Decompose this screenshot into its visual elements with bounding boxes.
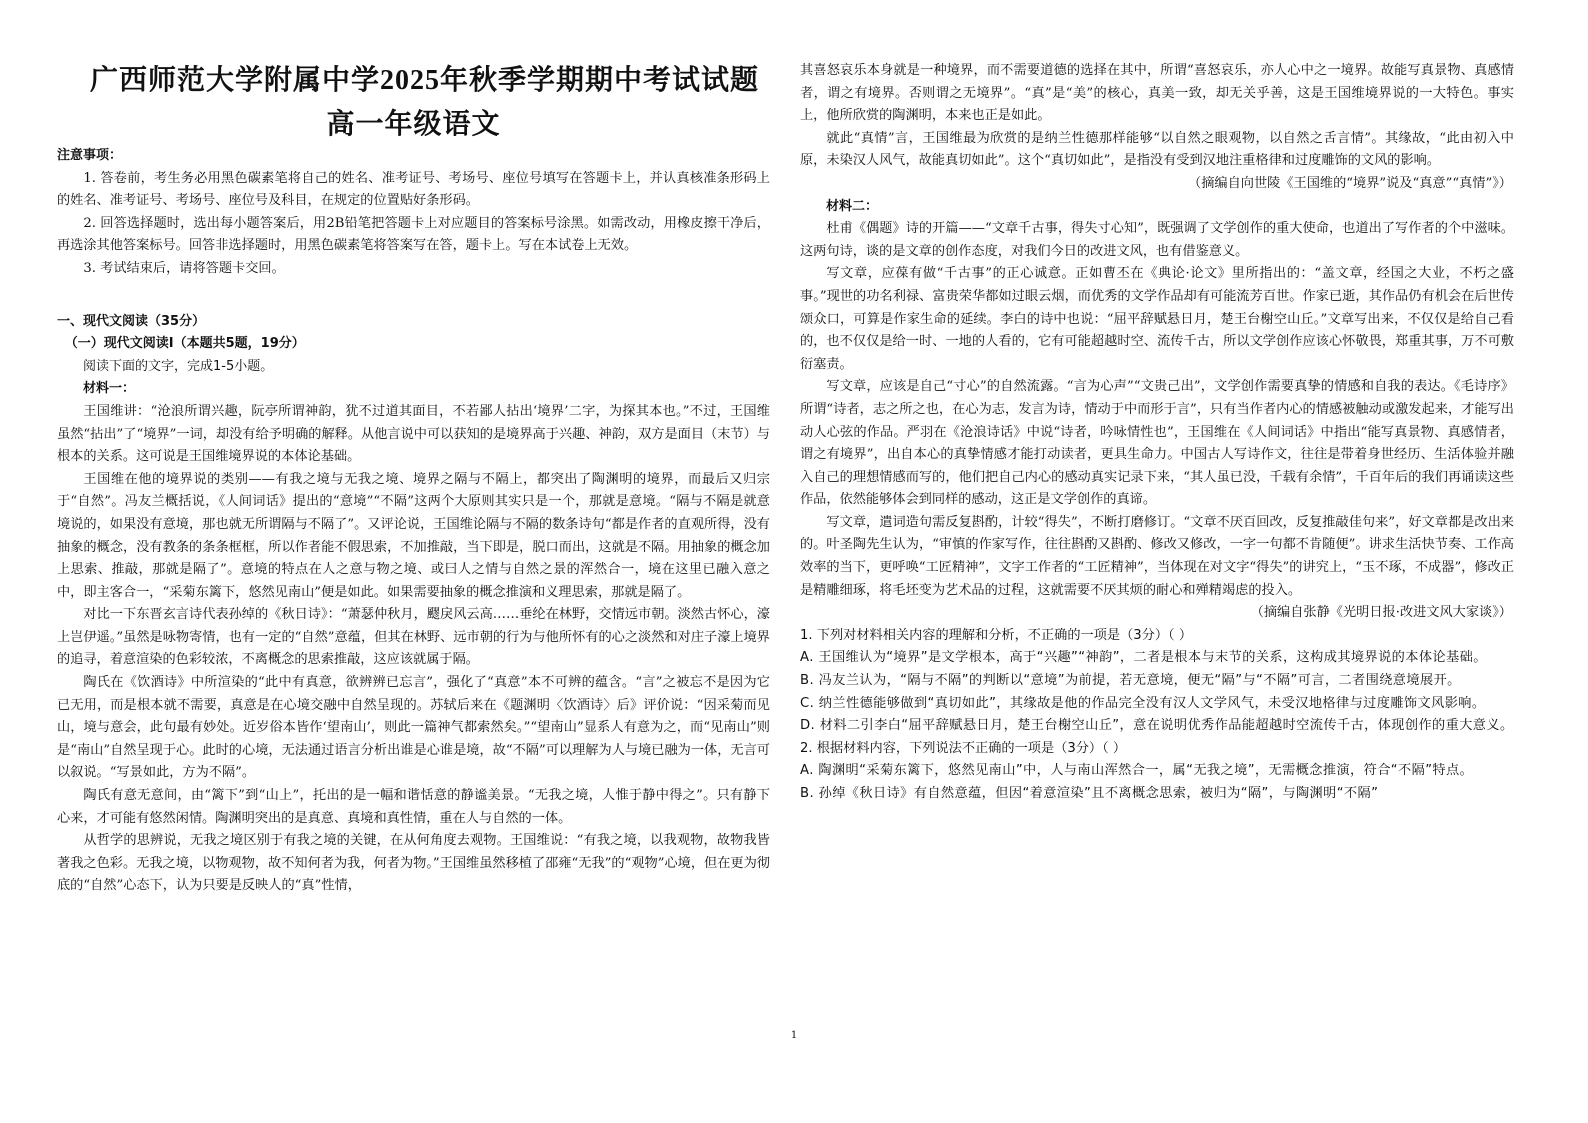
material-1-paragraph: 陶氏在《饮酒诗》中所渲染的“此中有真意，欲辨辨已忘言”，强化了“真意”本不可辨的蕴含。“言”之被忘不是因为它已无用，而是根本就不需要，真意是在心境交融中自然呈现的。苏轼后来在《题渊明〈饮酒诗〉后》评价说：“因采菊而见山，境与意会，此句最有妙处。近岁俗本皆作‘望南山’，则此一篇神气都索然矣。”“望南山”显系人有意为之，而“见南山”则是“南山”自然呈现于心。此时的心境，无法通过语言分析出谁是心谁是境，故“不隔”可以理解为人与境已融为一体，无言可以叙说。“写景如此，方为不隔”。: [57, 675, 770, 781]
subsection-heading: （一）现代文阅读Ⅰ（本题共5题，19分）: [64, 336, 305, 352]
material-2-paragraph: 写文章，应该是自己“寸心”的自然流露。“言为心声”“文贵己出”，文学创作需要真挚的情感和自我的表达。《毛诗序》所谓“诗者，志之所之也，在心为志，发言为诗，情动于中而形于言”，只有当作者内心的情感被触动或激发起来，才能写出动人心弦的作品。严羽在《沧浪诗话》中说“诗者，吟咏情性也”，王国维在《人间词话》中指出“能写真景物、真感情者，谓之有境界”，出自本心的真挚情感才能打动读者，更具生命力。中国古人写诗作文，往往是带着身世经历、生活体验并融入自己的理想情感而写的，他们把自己内心的感动真实记录下来，“其人虽已没，千载有余情”，千百年后的我们再诵读这些作品，依然能够体会到同样的感动，这正是文学创作的真谛。: [800, 379, 1514, 508]
material-2-paragraph: 写文章，遣词造句需反复斟酌，计较“得失”，不断打磨修订。“文章不厌百回改，反复推敲佳句来”，好文章都是改出来的。叶圣陶先生认为，“审慎的作家写作，往往斟酌又斟酌、修改又修改，一字一句都不肯随便”。讲求生活快节奏、工作高效率的当下，更呼唤“工匠精神”，文字工作者的“工匠精神”，当体现在对文字“得失”的讲究上，“玉不琢，不成器”，修改正是精雕细琢，将毛坯变为艺术品的过程，这就需要不厌其烦的耐心和殚精竭虑的投入。: [800, 514, 1514, 598]
right-body: [800, 60, 1514, 806]
question-2-option-a: A. 陶渊明“采菊东篱下，悠然见南山”中，人与南山浑然合一，属“无我之境”，无需概念推演，符合“不隔”特点。: [800, 763, 1474, 779]
question-1-stem: 1. 下列对材料相关内容的理解和分析，不正确的一项是（3分）（ ）: [800, 627, 1193, 643]
question-1-option-a: A. 王国维认为“境界”是文学根本，高于“兴趣”“神韵”，二者是根本与末节的关系，这构成其境界说的本体论基础。: [800, 650, 1487, 666]
note-item: 1. 答卷前，考生务必用黑色碳素笔将自己的姓名、准考证号、考场号、座位号填写在答题卡上，并认真核准条形码上的姓名、准考证号、考场号、座位号及科目，在规定的位置贴好条形码。: [57, 170, 770, 209]
notes-heading: 注意事项：: [57, 148, 123, 163]
note-item: 3. 考试结束后，请将答题卡交回。: [83, 260, 285, 276]
material-2-label: 材料二：: [826, 198, 879, 214]
page-number: 1: [790, 1030, 798, 1041]
material-1-paragraph: 陶氏有意无意间，由“篱下”到“山上”，托出的是一幅和谐恬意的静谧美景。“无我之境，人惟于静中得之”。只有静下心来，才可能有悠然闲情。陶渊明突出的是真意、真境和真性情，重在人与自然的一体。: [57, 788, 770, 826]
section-heading: 一、现代文阅读（35分）: [57, 313, 206, 329]
material-1-continued: 就此“真情”言，王国维最为欣赏的是纳兰性德那样能够“以自然之眼观物，以自然之舌言情”。其缘故，“此由初入中原，未染汉人风气，故能真切如此”。这个“真切如此”，是指没有受到汉地注重格律和过度雕饰的文风的影响。: [800, 130, 1514, 169]
material-1-paragraph: 王国维在他的境界说的类别——有我之境与无我之境、境界之隔与不隔上，都突出了陶渊明的境界，而最后又归宗于“自然”。冯友兰概括说，《人间词话》提出的“意境”“不隔”这两个大原则其实只是一个，那就是意境。“隔与不隔是就意境说的，如果没有意境，那也就无所谓隔与不隔了”。又评论说，王国维论隔与不隔的数条诗句“都是作者的直观所得，没有抽象的概念，没有教条的条条框框，所以作者能不假思索，不加推敲，当下即是，脱口而出，这就是不隔。用抽象的概念加上思索、推敲，那就是隔了”。意境的特点在人之意与物之境、或曰人之情与自然之景的浑然合一，境在这里已融入意之中，即主客合一，“采菊东篱下，悠然见南山”便是如此。如果需要抽象的概念推演和义理思索，那就是隔了。: [57, 471, 770, 600]
question-1-option-c: C. 纳兰性德能够做到“真切如此”，其缘故是他的作品完全没有汉人文学风气，未受汉地格律与过度雕饰文风影响。: [800, 695, 1486, 711]
question-2-option-b: B. 孙绰《秋日诗》有自然意蕴，但因“着意渲染”且不离概念思索，被归为“隔”，与陶渊明“不隔”: [800, 786, 1379, 801]
material-1-paragraph: 从哲学的思辨说，无我之境区别于有我之境的关键，在从何角度去观物。王国维说：“有我之境，以我观物，故物我皆著我之色彩。无我之境，以物观物，故不知何者为我，何者为物。”王国维虽然移植了邵雍“无我”的“观物”心境，但在更为彻底的“自然”心态下，认为只要是反映人的“真”性情，: [57, 833, 770, 894]
left-body: [57, 145, 770, 898]
question-1-option-d: D. 材料二引李白“屈平辞赋悬日月，楚王台榭空山丘”，意在说明优秀作品能超越时空流传千古，体现创作的重大意义。: [800, 718, 1514, 734]
question-1-option-b: B. 冯友兰认为，“隔与不隔”的判断以“意境”为前提，若无意境，便无“隔”与“不隔”可言，二者围绕意境展开。: [800, 673, 1461, 689]
material-2-source: （摘编自张静《光明日报·改进文风大家谈》）: [1250, 605, 1512, 621]
material-1-paragraph: 王国维讲：“沧浪所谓兴趣，阮亭所谓神韵，犹不过道其面目，不若鄙人拈出‘境界’二字，为探其本也。”不过，王国维虽然“拈出”了“境界”一词，却没有给予明确的解释。从他言说中可以获知的是境界高于兴趣、神韵，双方是面目（末节）与根本的关系。这可说是王国维境界说的本体论基础。: [57, 403, 770, 465]
exam-subtitle: 高一年级语文: [326, 109, 501, 140]
material-1-continued: 其喜怒哀乐本身就是一种境界，而不需要道德的选择在其中，所谓“喜怒哀乐，亦人心中之一境界。故能写真景物、真感情者，谓之有境界。否则谓之无境界”。“真”是“美”的核心，真美一致，却无关乎善，这是王国维境界说的一大特色。事实上，他所欣赏的陶渊明，本来也正是如此。: [800, 63, 1514, 124]
material-2-paragraph: 写文章，应葆有做“千古事”的正心诚意。正如曹丕在《典论·论文》里所指出的：“盖文章，经国之大业，不朽之盛事。”现世的功名利禄、富贵荣华都如过眼云烟，而优秀的文学作品却有可能流芳百世。作家已逝，其作品仍有机会在后世传颂众口，可算是作家生命的延续。李白的诗中也说：“屈平辞赋悬日月，楚王台榭空山丘。”文章写出来，不仅仅是给自己看的，也不仅仅是给一时、一地的人看的，它有可能超越时空、流传千古，所以文学创作应该心怀敬畏，郑重其事，万不可敷衍塞责。: [800, 266, 1514, 372]
exam-title: 广西师范大学附属中学2025年秋季学期期中考试试题: [89, 65, 759, 96]
material-2-paragraph: 杜甫《偶题》诗的开篇——“文章千古事，得失寸心知”，既强调了文学创作的重大使命，也道出了写作者的个中滋味。这两句诗，谈的是文章的创作态度，对我们今日的改进文风，也有借鉴意义。: [800, 221, 1514, 259]
note-item: 2. 回答选择题时，选出每小题答案后，用2B铅笔把答题卡上对应题目的答案标号涂黑。如需改动，用橡皮擦干净后，再选涂其他答案标号。回答非选择题时，用黑色碳素笔将答案写在答，题卡上。写在本试卷上无效。: [57, 215, 770, 254]
material-1-source: （摘编自向世陵《王国维的“境界”说及“真意”“真情”》）: [1188, 175, 1512, 191]
question-2-stem: 2. 根据材料内容，下列说法不正确的一项是（3分）（ ）: [800, 740, 1127, 756]
material-1-paragraph: 对比一下东晋玄言诗代表孙绰的《秋日诗》：“萧瑟仲秋月，飂戾风云高……垂纶在林野，交情远市朝。淡然古怀心，濠上岂伊遥。”虽然是咏物寄情，也有一定的“自然”意蕴，但其在林野、远市朝的行为与他所怀有的心之淡然和对庄子濠上境界的追寻，着意渲染的色彩较浓，不离概念的思索推敲，这应该就属于隔。: [57, 607, 770, 668]
reading-instruction: 阅读下面的文字，完成1-5小题。: [83, 358, 274, 374]
material-1-label: 材料一：: [83, 381, 136, 397]
